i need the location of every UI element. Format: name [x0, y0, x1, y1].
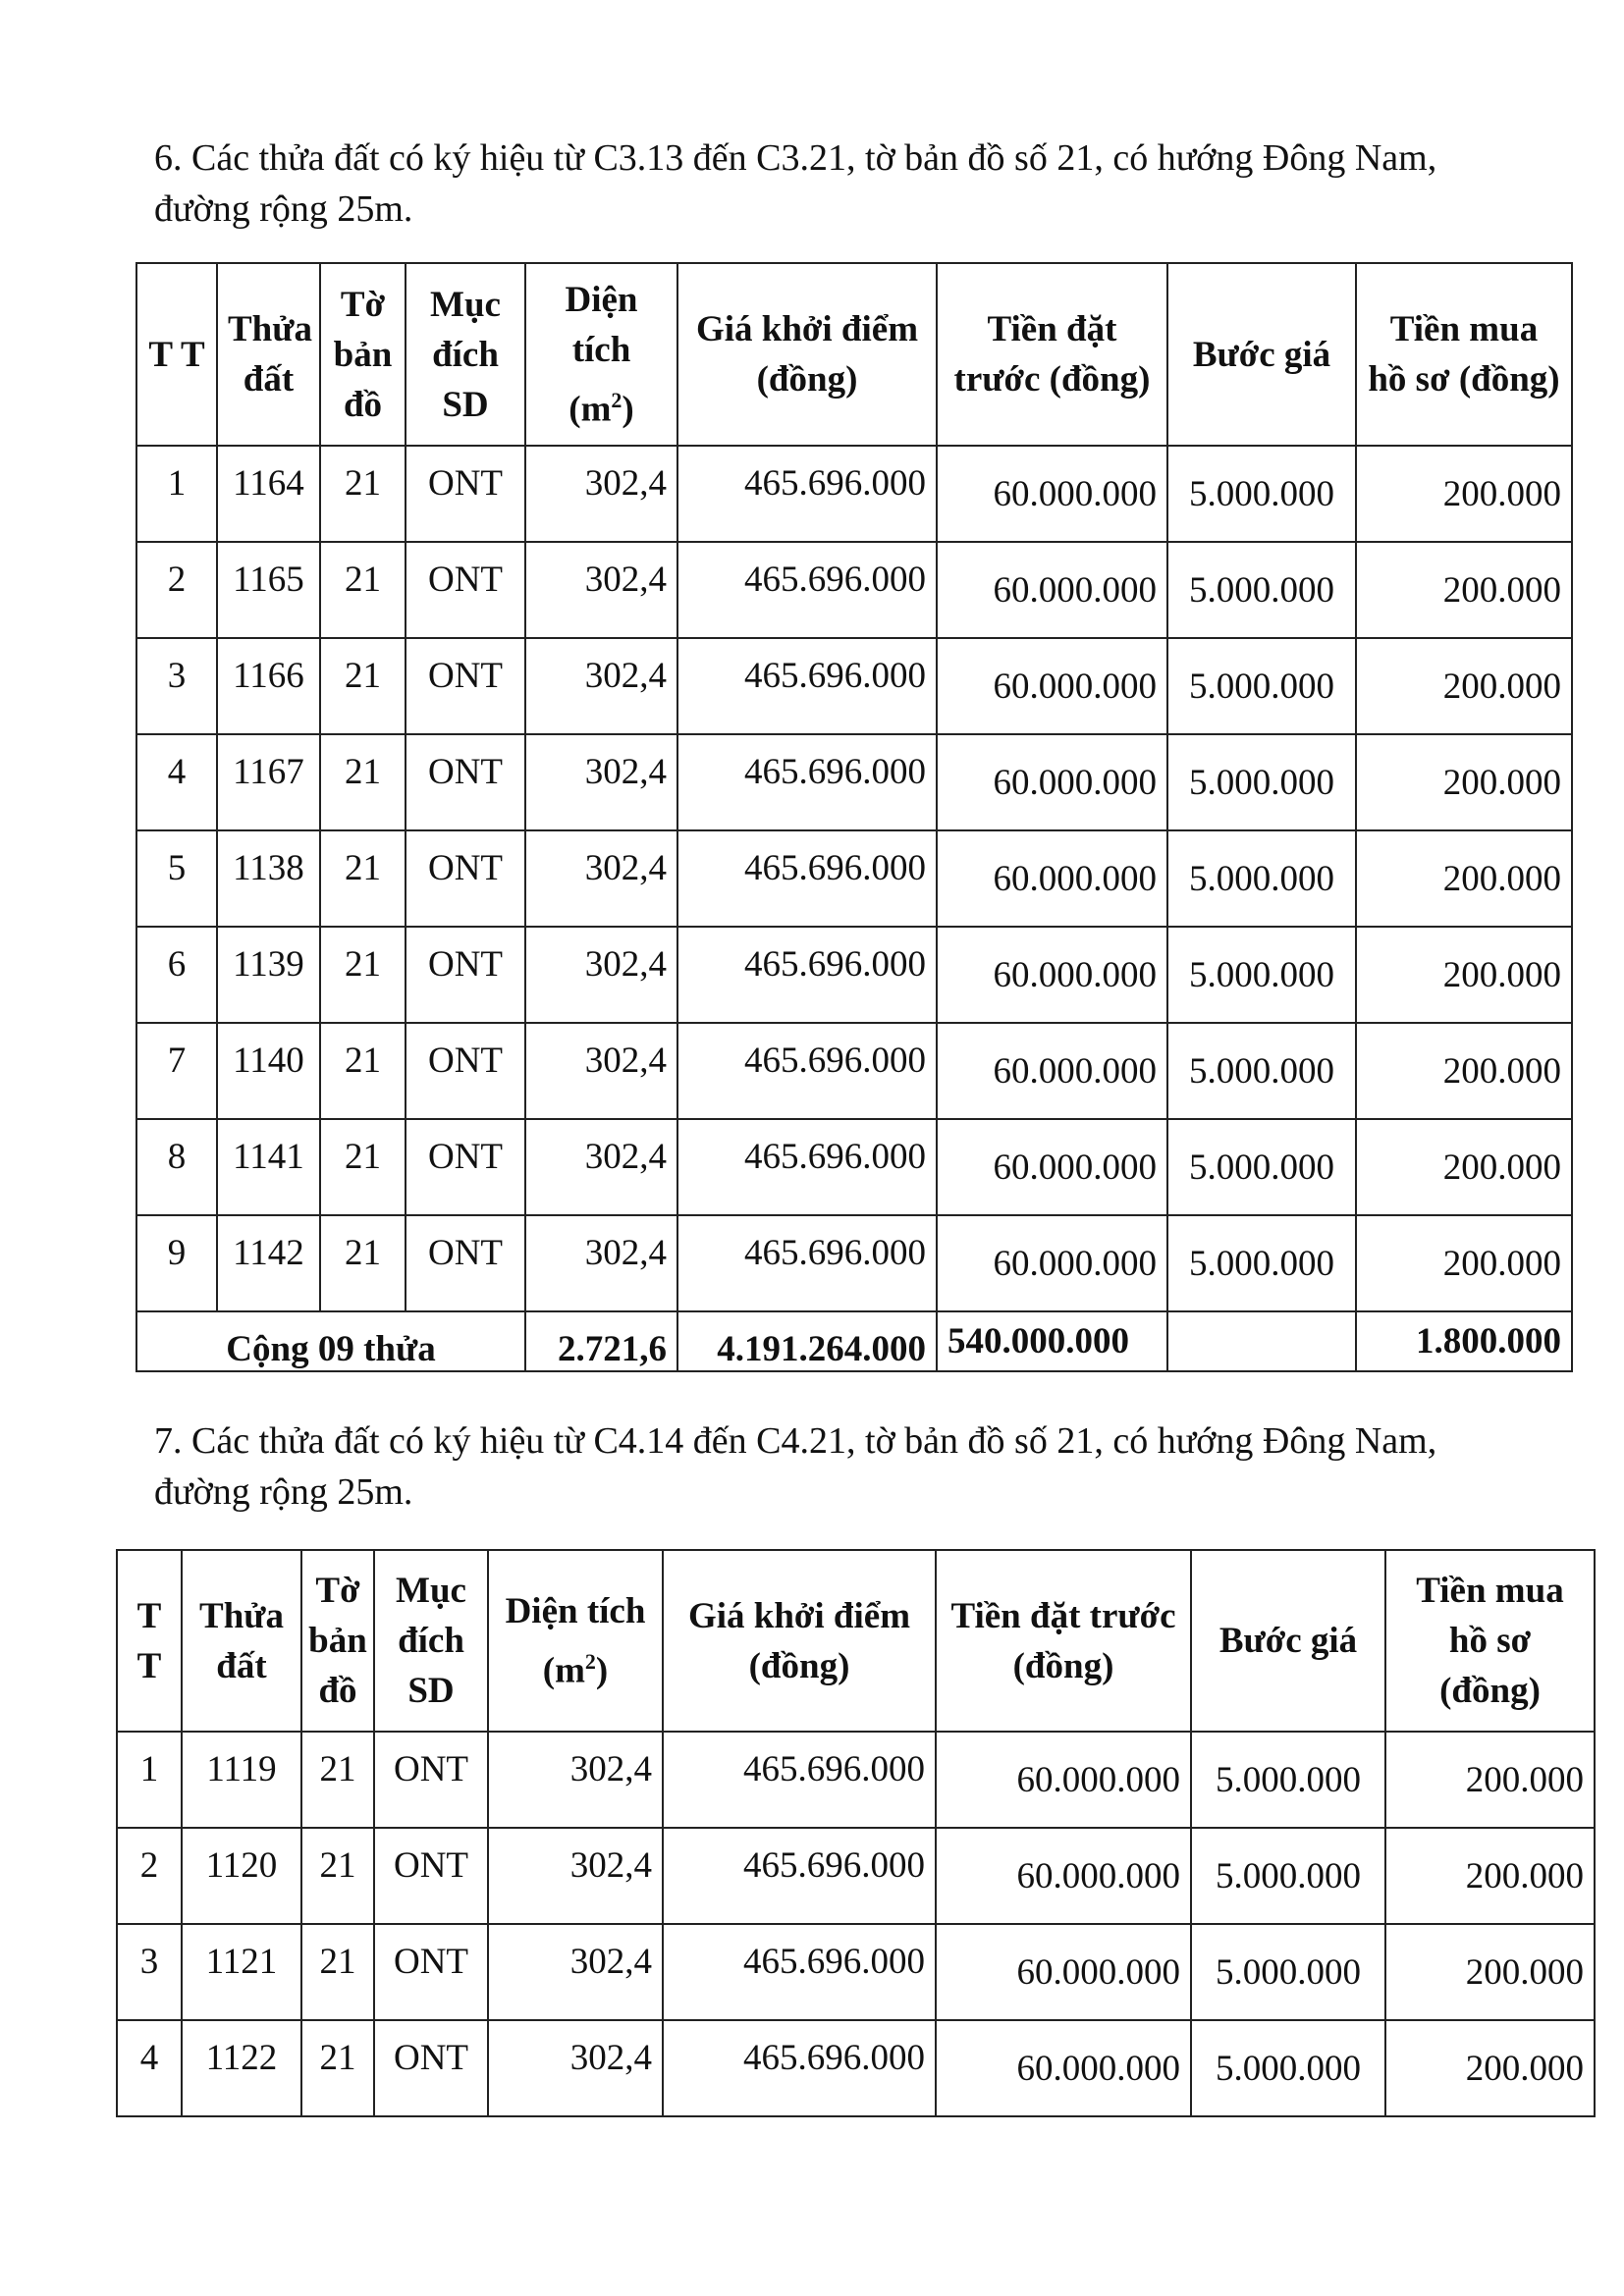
- cell-dien-tich: 302,4: [525, 1023, 677, 1119]
- cell-buoc-gia: 5.000.000: [1191, 1828, 1385, 1924]
- table-header-row: [117, 1550, 1595, 1732]
- cell-tien-dat-truoc: 60.000.000: [937, 638, 1167, 734]
- cell-dien-tich: 302,4: [525, 734, 677, 830]
- cell-tien-dat-truoc: 60.000.000: [937, 542, 1167, 638]
- cell-to-ban-do: 21: [320, 638, 406, 734]
- cell-tien-mua-ho-so: 200.000: [1356, 830, 1572, 927]
- cell-buoc-gia: 5.000.000: [1167, 1023, 1356, 1119]
- table-row: [136, 1119, 1572, 1215]
- cell-thua-dat: 1120: [182, 1828, 301, 1924]
- cell-dien-tich: 302,4: [488, 2020, 663, 2116]
- dien-tich-label: Diện tích: [505, 1590, 646, 1631]
- cell-dien-tich: 302,4: [488, 1828, 663, 1924]
- cell-tt: 4: [136, 734, 217, 830]
- cell-gia-khoi-diem: 465.696.000: [663, 1828, 936, 1924]
- table-row: [136, 927, 1572, 1023]
- cell-tt: 1: [136, 446, 217, 542]
- cell-gia-khoi-diem: 465.696.000: [677, 542, 937, 638]
- cell-tien-mua-ho-so: 200.000: [1356, 1215, 1572, 1311]
- cell-thua-dat: 1138: [217, 830, 320, 927]
- cell-thua-dat: 1166: [217, 638, 320, 734]
- cell-to-ban-do: 21: [301, 1732, 374, 1828]
- table-row: [136, 542, 1572, 638]
- cell-thua-dat: 1167: [217, 734, 320, 830]
- table-row: [136, 734, 1572, 830]
- cell-tien-dat-truoc: 60.000.000: [937, 1023, 1167, 1119]
- cell-tien-dat-truoc: 60.000.000: [937, 734, 1167, 830]
- col-thua-dat: Thửa đất: [217, 263, 320, 446]
- col-tien-mua-ho-so: Tiền mua hồ sơ (đồng): [1356, 263, 1572, 446]
- cell-to-ban-do: 21: [320, 830, 406, 927]
- land-table-section-6: [135, 262, 1573, 1372]
- cell-muc-dich: ONT: [406, 446, 525, 542]
- cell-tien-dat-truoc: 60.000.000: [937, 1119, 1167, 1215]
- land-table-section-7: [116, 1549, 1596, 2117]
- cell-thua-dat: 1119: [182, 1732, 301, 1828]
- cell-dien-tich: 302,4: [525, 638, 677, 734]
- cell-tien-dat-truoc: 60.000.000: [936, 1732, 1191, 1828]
- table-row: [117, 1732, 1595, 1828]
- cell-tt: 6: [136, 927, 217, 1023]
- cell-tien-mua-ho-so: 200.000: [1356, 1119, 1572, 1215]
- cell-gia-khoi-diem: 465.696.000: [663, 2020, 936, 2116]
- cell-gia-khoi-diem: 465.696.000: [677, 830, 937, 927]
- cell-tien-mua-ho-so: 200.000: [1385, 2020, 1595, 2116]
- col-tt: T T: [117, 1550, 182, 1732]
- cell-tien-mua-ho-so: 200.000: [1385, 1924, 1595, 2020]
- cell-tien-mua-ho-so: 200.000: [1356, 638, 1572, 734]
- col-buoc-gia: Bước giá: [1191, 1550, 1385, 1732]
- cell-tt: 9: [136, 1215, 217, 1311]
- dien-tich-label: Diện tích: [565, 279, 638, 370]
- cell-tien-mua-ho-so: 200.000: [1356, 1023, 1572, 1119]
- total-buoc-gia: [1167, 1311, 1356, 1371]
- cell-muc-dich: ONT: [374, 2020, 488, 2116]
- cell-muc-dich: ONT: [406, 830, 525, 927]
- table-row: [117, 1828, 1595, 1924]
- cell-tt: 2: [117, 1828, 182, 1924]
- cell-tt: 5: [136, 830, 217, 927]
- cell-thua-dat: 1139: [217, 927, 320, 1023]
- total-label: Cộng 09 thửa: [136, 1311, 525, 1371]
- cell-tt: 4: [117, 2020, 182, 2116]
- cell-gia-khoi-diem: 465.696.000: [677, 1119, 937, 1215]
- cell-dien-tich: 302,4: [488, 1732, 663, 1828]
- cell-buoc-gia: 5.000.000: [1167, 638, 1356, 734]
- cell-tien-dat-truoc: 60.000.000: [936, 1828, 1191, 1924]
- cell-tien-mua-ho-so: 200.000: [1356, 542, 1572, 638]
- total-row: [136, 1311, 1572, 1371]
- cell-to-ban-do: 21: [320, 1215, 406, 1311]
- col-to-ban-do: Tờ bản đồ: [301, 1550, 374, 1732]
- cell-to-ban-do: 21: [320, 927, 406, 1023]
- col-tien-dat-truoc: Tiền đặt trước (đồng): [937, 263, 1167, 446]
- cell-buoc-gia: 5.000.000: [1167, 927, 1356, 1023]
- total-gia-khoi-diem: 4.191.264.000: [677, 1311, 937, 1371]
- cell-muc-dich: ONT: [374, 1924, 488, 2020]
- col-thua-dat: Thửa đất: [182, 1550, 301, 1732]
- col-gia-khoi-diem: Giá khởi điểm (đồng): [663, 1550, 936, 1732]
- table-row: [136, 638, 1572, 734]
- cell-dien-tich: 302,4: [525, 927, 677, 1023]
- col-muc-dich: Mục đích SD: [374, 1550, 488, 1732]
- cell-gia-khoi-diem: 465.696.000: [677, 1023, 937, 1119]
- cell-gia-khoi-diem: 465.696.000: [677, 1215, 937, 1311]
- col-tien-mua-ho-so: Tiền mua hồ sơ (đồng): [1385, 1550, 1595, 1732]
- cell-thua-dat: 1122: [182, 2020, 301, 2116]
- cell-tt: 3: [117, 1924, 182, 2020]
- table-row: [117, 1924, 1595, 2020]
- cell-buoc-gia: 5.000.000: [1167, 446, 1356, 542]
- cell-tien-mua-ho-so: 200.000: [1356, 446, 1572, 542]
- table-row: [136, 1215, 1572, 1311]
- table-row: [136, 1023, 1572, 1119]
- col-to-ban-do: Tờ bản đồ: [320, 263, 406, 446]
- section-7-heading: 7. Các thửa đất có ký hiệu từ C4.14 đến C4.21, tờ bản đồ số 21, có hướng Đông Nam, đường rộng 25m.: [154, 1420, 1437, 1513]
- cell-tien-dat-truoc: 60.000.000: [937, 446, 1167, 542]
- cell-gia-khoi-diem: 465.696.000: [663, 1732, 936, 1828]
- cell-gia-khoi-diem: 465.696.000: [677, 927, 937, 1023]
- cell-muc-dich: ONT: [374, 1732, 488, 1828]
- total-dien-tich: 2.721,6: [525, 1311, 677, 1371]
- table-header-row: [136, 263, 1572, 446]
- cell-tt: 7: [136, 1023, 217, 1119]
- cell-gia-khoi-diem: 465.696.000: [677, 638, 937, 734]
- cell-muc-dich: ONT: [406, 1119, 525, 1215]
- cell-buoc-gia: 5.000.000: [1167, 830, 1356, 927]
- cell-dien-tich: 302,4: [525, 446, 677, 542]
- col-tt: T T: [136, 263, 217, 446]
- col-gia-khoi-diem: Giá khởi điểm (đồng): [677, 263, 937, 446]
- cell-to-ban-do: 21: [320, 542, 406, 638]
- col-muc-dich: Mục đích SD: [406, 263, 525, 446]
- cell-dien-tich: 302,4: [525, 1119, 677, 1215]
- table-row: [117, 2020, 1595, 2116]
- cell-dien-tich: 302,4: [525, 542, 677, 638]
- col-buoc-gia: Bước giá: [1167, 263, 1356, 446]
- cell-dien-tich: 302,4: [488, 1924, 663, 2020]
- col-dien-tich: Diện tích $(m^2)$: [525, 263, 677, 446]
- cell-buoc-gia: 5.000.000: [1167, 1215, 1356, 1311]
- cell-to-ban-do: 21: [301, 2020, 374, 2116]
- cell-muc-dich: ONT: [406, 1023, 525, 1119]
- cell-thua-dat: 1140: [217, 1023, 320, 1119]
- cell-to-ban-do: 21: [320, 1023, 406, 1119]
- cell-muc-dich: ONT: [374, 1828, 488, 1924]
- cell-to-ban-do: 21: [301, 1828, 374, 1924]
- cell-tien-dat-truoc: 60.000.000: [936, 2020, 1191, 2116]
- cell-thua-dat: 1141: [217, 1119, 320, 1215]
- cell-buoc-gia: 5.000.000: [1167, 542, 1356, 638]
- cell-thua-dat: 1165: [217, 542, 320, 638]
- cell-tien-dat-truoc: 60.000.000: [937, 830, 1167, 927]
- dien-tich-unit: (m: [542, 1650, 585, 1691]
- col-dien-tich: Diện tích $(m^2)$: [488, 1550, 663, 1732]
- cell-muc-dich: ONT: [406, 542, 525, 638]
- cell-muc-dich: ONT: [406, 734, 525, 830]
- section-6-heading: 6. Các thửa đất có ký hiệu từ C3.13 đến C3.21, tờ bản đồ số 21, có hướng Đông Nam, đường rộng 25m.: [154, 137, 1437, 230]
- cell-buoc-gia: 5.000.000: [1191, 1924, 1385, 2020]
- cell-tt: 8: [136, 1119, 217, 1215]
- table-row: [136, 446, 1572, 542]
- table-row: [136, 830, 1572, 927]
- cell-tien-mua-ho-so: 200.000: [1385, 1828, 1595, 1924]
- col-tien-dat-truoc: Tiền đặt trước (đồng): [936, 1550, 1191, 1732]
- cell-tien-mua-ho-so: 200.000: [1356, 734, 1572, 830]
- cell-gia-khoi-diem: 465.696.000: [677, 734, 937, 830]
- cell-tien-dat-truoc: 60.000.000: [936, 1924, 1191, 2020]
- cell-to-ban-do: 21: [320, 734, 406, 830]
- cell-to-ban-do: 21: [301, 1924, 374, 2020]
- cell-tt: 3: [136, 638, 217, 734]
- cell-tt: 1: [117, 1732, 182, 1828]
- cell-buoc-gia: 5.000.000: [1167, 734, 1356, 830]
- cell-thua-dat: 1142: [217, 1215, 320, 1311]
- cell-to-ban-do: 21: [320, 1119, 406, 1215]
- cell-tien-mua-ho-so: 200.000: [1385, 1732, 1595, 1828]
- cell-gia-khoi-diem: 465.696.000: [677, 446, 937, 542]
- cell-muc-dich: ONT: [406, 1215, 525, 1311]
- cell-tien-mua-ho-so: 200.000: [1356, 927, 1572, 1023]
- cell-muc-dich: ONT: [406, 927, 525, 1023]
- cell-buoc-gia: 5.000.000: [1191, 2020, 1385, 2116]
- total-tien-mua-ho-so: 1.800.000: [1356, 1311, 1572, 1371]
- cell-tt: 2: [136, 542, 217, 638]
- cell-tien-dat-truoc: 60.000.000: [937, 927, 1167, 1023]
- cell-thua-dat: 1164: [217, 446, 320, 542]
- cell-dien-tich: 302,4: [525, 830, 677, 927]
- cell-buoc-gia: 5.000.000: [1167, 1119, 1356, 1215]
- cell-tien-dat-truoc: 60.000.000: [937, 1215, 1167, 1311]
- cell-thua-dat: 1121: [182, 1924, 301, 2020]
- cell-gia-khoi-diem: 465.696.000: [663, 1924, 936, 2020]
- dien-tich-unit: (m: [568, 389, 612, 430]
- cell-muc-dich: ONT: [406, 638, 525, 734]
- cell-dien-tich: 302,4: [525, 1215, 677, 1311]
- cell-buoc-gia: 5.000.000: [1191, 1732, 1385, 1828]
- cell-to-ban-do: 21: [320, 446, 406, 542]
- total-tien-dat-truoc: 540.000.000: [937, 1311, 1167, 1371]
